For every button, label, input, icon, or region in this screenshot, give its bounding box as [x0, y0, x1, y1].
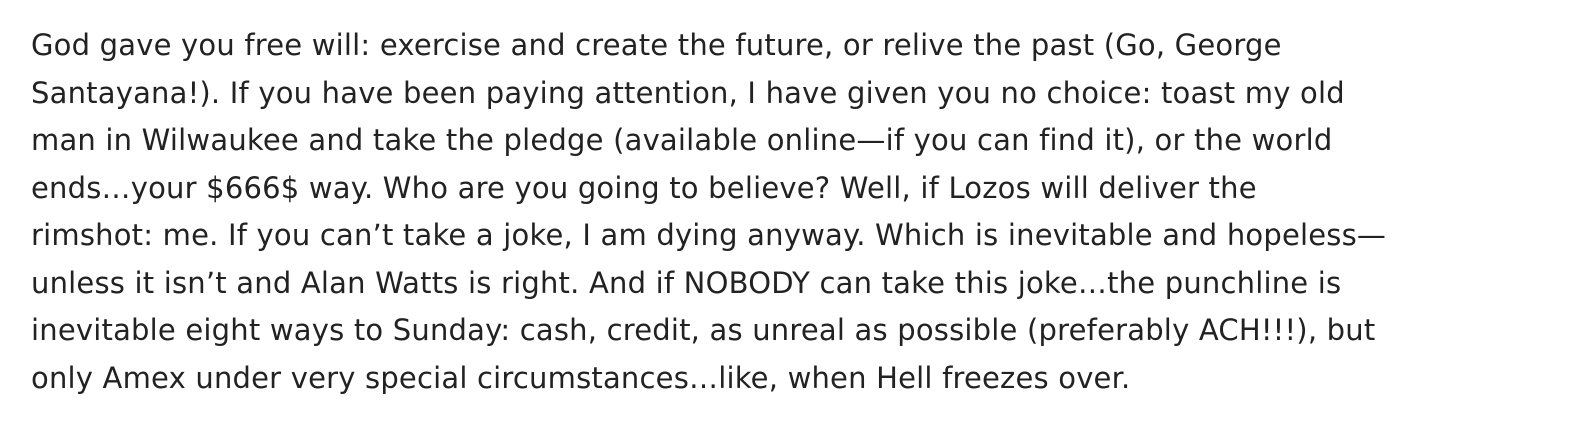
- paragraph-line: rimshot: me. If you can’t take a joke, I am dying anyway. Which is inevitable and hopeless—: [31, 218, 1387, 252]
- paragraph-line: ends…your $666$ way. Who are you going to believe? Well, if Lozos will deliver the: [31, 170, 1257, 205]
- paragraph-line: man in Wilwaukee and take the pledge (available online—if you can find it), or the world: [31, 123, 1333, 157]
- paragraph-line: God gave you free will: exercise and create the future, or relive the past (Go, George: [31, 28, 1282, 62]
- body-paragraph: [31, 22, 1561, 402]
- text-page: [31, 22, 1561, 402]
- paragraph-line: only Amex under very special circumstances…like, when Hell freezes over.: [31, 360, 1131, 395]
- paragraph-line: Santayana!). If you have been paying attention, I have given you no choice: toast my old: [31, 75, 1345, 110]
- paragraph-line: inevitable eight ways to Sunday: cash, credit, as unreal as possible (preferably ACH!!!), but: [31, 313, 1376, 347]
- paragraph-line: unless it isn’t and Alan Watts is right. And if NOBODY can take this joke…the punchline is: [31, 265, 1342, 300]
